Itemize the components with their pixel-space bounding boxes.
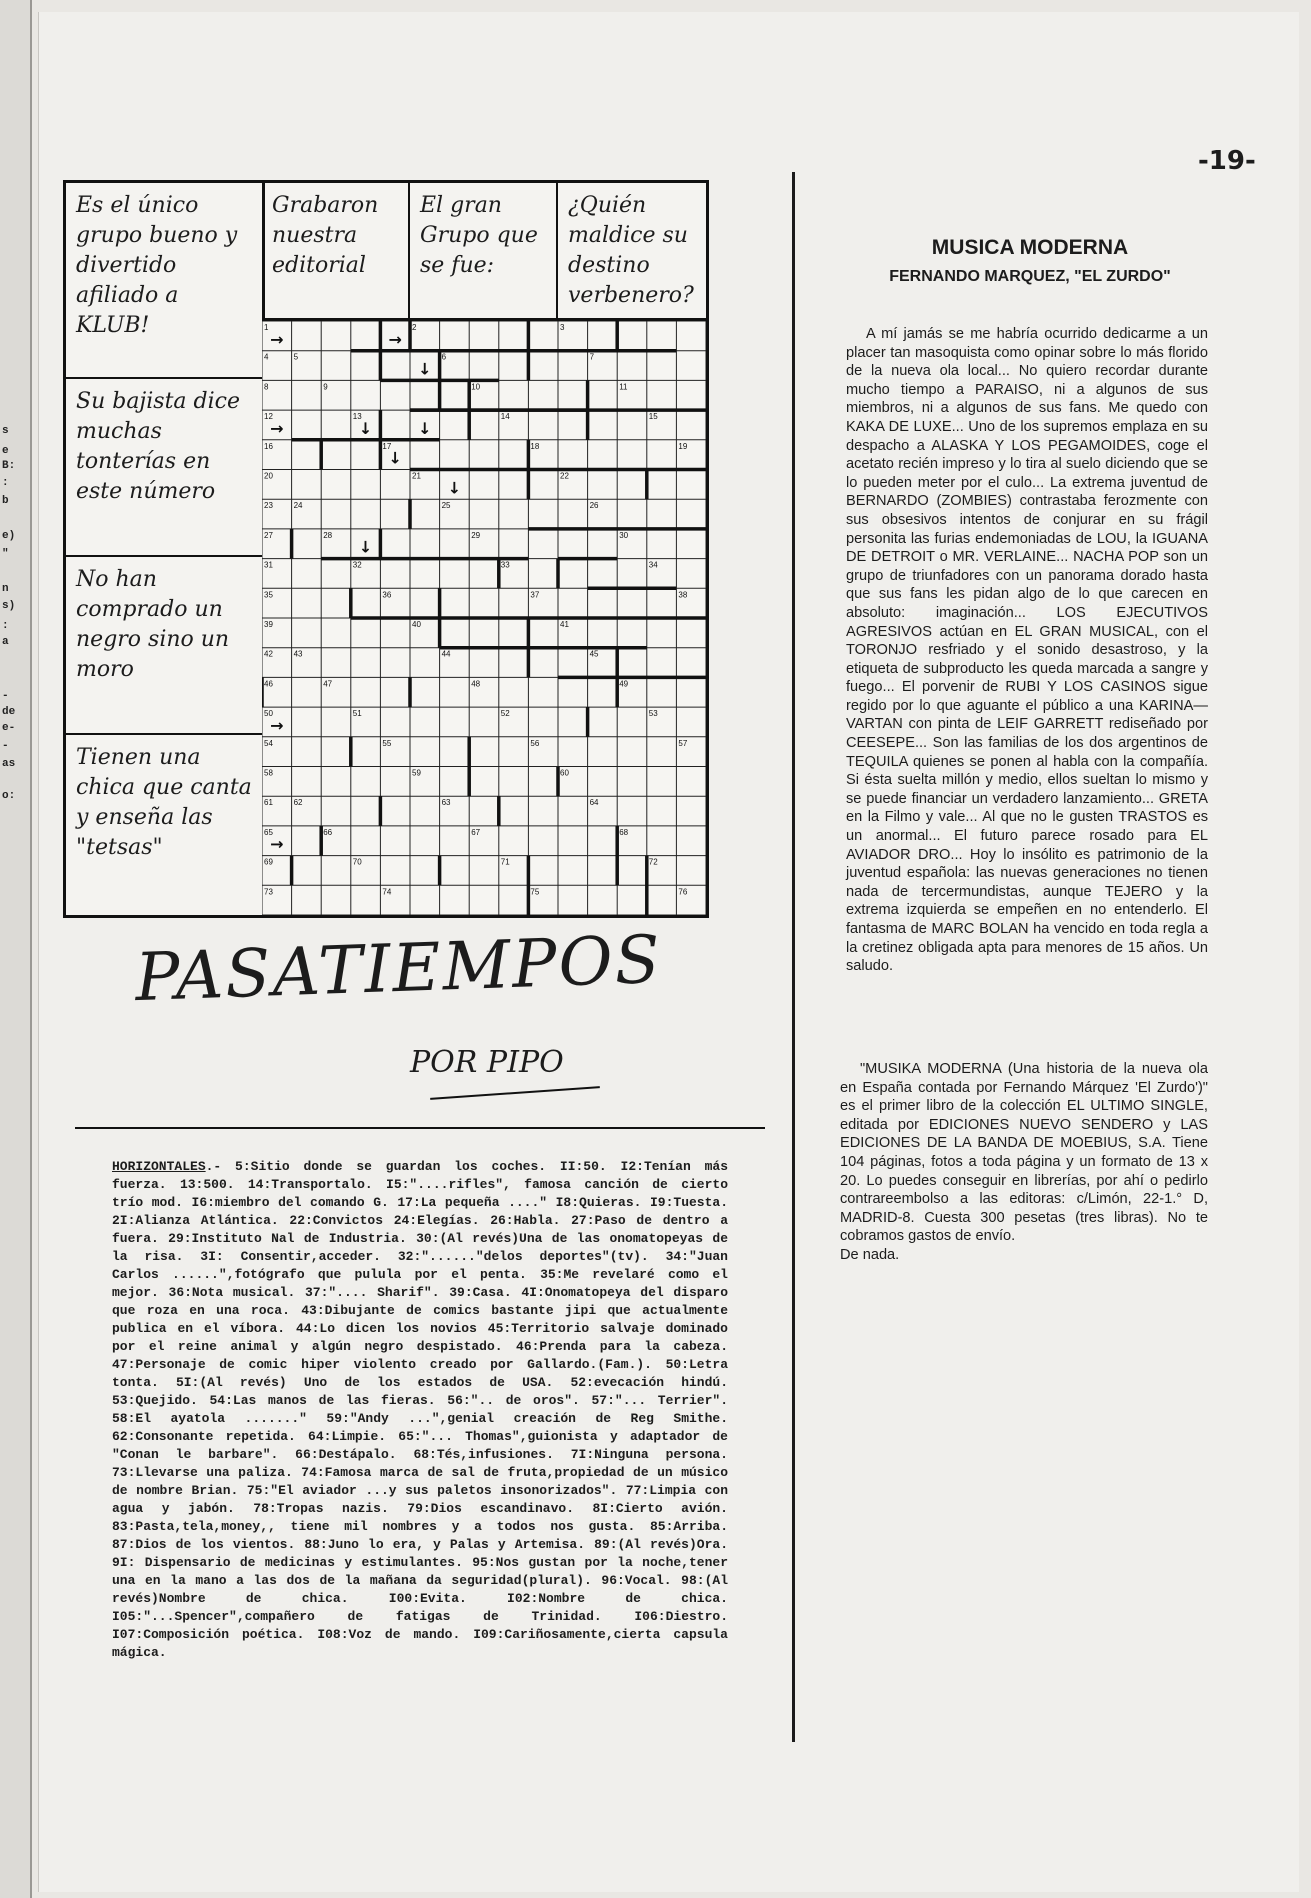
fragment-text: - [2,690,9,702]
clue-number: 23 [264,501,273,511]
arrow-icon: → [270,329,284,349]
clue-number: 41 [560,620,569,629]
byline: POR PIPO [410,1045,564,1080]
clue-number: 40 [412,620,421,629]
column-clue: ¿Quién maldice su destino verbenero? [558,183,706,321]
crossword-puzzle [63,180,709,918]
clue-number: 8 [264,382,269,392]
adjacent-page-edge [0,0,32,1898]
article-subtitle: FERNANDO MARQUEZ, "EL ZURDO" [889,268,1171,285]
fragment-text: e [2,445,9,457]
fragment-text: b [2,495,9,507]
clue-number: 73 [264,887,273,897]
clue-number: 52 [500,709,510,719]
closing-text: De nada. [840,1246,900,1263]
clue-number: 69 [264,857,273,867]
clue-number: 63 [441,798,451,808]
clue-number: 14 [500,412,510,422]
article-body [846,325,1208,976]
fragment-text: as [2,758,16,770]
clue-number: 51 [352,709,362,719]
column-clue: Grabaron nuestra editorial [262,183,410,321]
fragment-text: " [2,548,9,560]
arrow-icon: ↓ [418,418,432,438]
clue-number: 74 [382,887,392,897]
clue-number: 9 [323,382,328,392]
clue-number: 16 [264,441,273,451]
arrow-icon: ↓ [447,478,462,498]
article-title: MUSICA MODERNA [931,236,1129,259]
clue-number: 22 [560,471,569,481]
clue-number: 39 [264,620,273,629]
clue-number: 17 [382,441,392,451]
clue-number: 53 [648,709,658,719]
clue-number: 20 [264,471,273,481]
clue-number: 58 [264,768,273,778]
arrow-icon: ↓ [388,448,402,468]
horizontales-label: HORIZONTALES [112,1159,206,1174]
horizontales-clues [112,1158,728,1662]
clue-number: 30 [619,530,629,540]
row-clue: Su bajista dice muchas tonterías en este número [66,379,262,557]
book-note-text: "MUSIKA MODERNA (Una historia de la nueva ola en España contada por Fernando Márquez 'El Zurdo')" es el primer libro de la colección EL ULTIMO SINGLE, editada por EDICIONES NUEVO SENDERO y LAS EDICIONES DE LA BANDA DE MOEBIUS, S.A. Tiene 104 páginas, fotos a toda página y un formato de 13 x 20. Lo puedes conseguir en librerías, por ahí o pedirlo contrareembolso a las editoras: c/Limón, 22-1.° D, MADRID-8. Cuesta 300 pesetas (tres libras). No te cobramos gastos de envío. [840,1061,1208,1245]
clue-number: 12 [264,412,273,422]
arrow-icon: ↓ [358,418,373,438]
clue-number: 13 [352,412,362,422]
row-clue: No han comprado un negro sino un moro [66,557,262,735]
clue-number: 67 [471,827,481,837]
row-clue: Es el único grupo bueno y divertido afiliado a KLUB! [66,183,262,379]
clue-number: 15 [648,412,658,422]
horizontales-text: .- 5:Sitio donde se guardan los coches. II:50. I2:Tenían más fuerza. 13:500. 14:Transportalo. I5:"....rifles", famosa canción de cierto trío mod. I6:miembro del comando G. 17:La pequeña ...." I8:Quieras. I9:Tuesta. 2I:Alianza Atlántica. 22:Convictos 24:Elegías. 26:Habla. 27:Paso de dentro a fuera. 29:Instituto Nal de Industria. 30:(Al revés)Una de las onomatopeyas de la risa. 3I: Consentir,acceder. 32:"......"delos deportes"(tv). 34:"Juan Carlos ......",fotógrafo que pulula por el penta. 35:Me revelaré como el mejor. 36:Nota musical. 37:".... Sharif". 39:Casa. 4I:Onomatopeya del disparo que roza en una roca. 43:Dibujante de comics bastante jipi que actualmente publica en el víbora. 44:Lo dicen los novios 45:Territorio salvaje dominado por el reine animal y algún negro despistado. 46:Prenda para la cabeza. 47:Personaje de comic hiper violento creado por Gallardo.(Fam.). 50:Letra tonta. 5I:(Al revés) Uno de los estados de USA. 52:evecación hindú. 53:Quejido. 54:Las manos de las fieras. 56:".. de oros". 57:"... Terrier". 58:El ayatola ......." 59:"Andy ...",genial creación de Reg Smithe. 62:Consonante repetida. 64:Limpie. 65:"... Thomas",guionista y adaptador de "Conan le barbare". 66:Destápalo. 68:Tés,infusiones. 7I:Ninguna persona. 73:Llevarse una paliza. 74:Famosa marca de sal de fruta,propiedad de un músico de nombre Brian. 75:"El aviador ...y sus paletos insonorizados". 77:Limpia con agua y jabón. 78:Tropas nazis. 79:Dios escandinavo. 8I:Cierto avión. 83:Pasta,tela,money,, tiene mil nombres y a todos nos gusta. 85:Arriba. 87:Dios de los vientos. 88:Juno lo era, y Palas y Artemisa. 89:(Al revés)Ora. 9I: Dispensario de medicinas y estimulantes. 95:Nos gustan por la noche,tener una en la mano a las dos de la mañana da seguridad(plural). 96:Vocal. 98:(Al revés)Nombre de chica. I00:Evita. I02:Nombre de chica. I05:"...Spencer",compañero de fatigas de Trinidad. I06:Diestro. I07:Composición poética. I08:Voz de mando. I09:Cariñosamente,cierta capsula mágica. [112,1159,728,1660]
fragment-text: a [2,636,9,648]
fragment-text: s [2,425,9,437]
clue-number: 35 [264,590,273,600]
arrow-icon: → [270,834,284,854]
column-clue: El gran Grupo que se fue: [410,183,558,321]
clue-number: 25 [441,501,451,511]
clue-number: 75 [530,887,540,897]
book-note [840,1060,1208,1265]
clue-number: 59 [412,768,421,778]
clue-number: 2 [412,323,417,332]
clue-number: 28 [323,530,333,540]
clue-number: 64 [589,798,599,808]
clue-number: 49 [619,679,629,689]
clue-number: 55 [382,738,392,748]
clue-number: 62 [293,798,303,808]
clue-number: 50 [264,709,273,719]
column-divider [792,172,795,1742]
clue-number: 31 [264,560,273,570]
clue-number: 10 [471,382,481,392]
section-divider [75,1127,765,1129]
clue-number: 5 [293,352,299,362]
clue-number: 4 [264,352,269,362]
clue-number: 72 [648,857,658,867]
clue-number: 11 [619,382,628,392]
clue-number: 7 [589,352,595,362]
clue-number: 42 [264,649,273,659]
clue-number: 6 [441,352,447,362]
clue-number: 48 [471,679,481,689]
clue-number: 46 [264,679,273,689]
clue-number: 43 [293,649,303,659]
clue-number: 29 [471,530,481,540]
clue-number: 65 [264,827,273,837]
arrow-icon: → [388,329,402,349]
clue-number: 56 [530,738,540,748]
fragment-text: - [2,740,9,752]
clue-number: 19 [678,441,688,451]
clue-number: 1 [264,323,269,332]
fragment-text: : [2,620,9,632]
clue-number: 47 [323,679,333,689]
clue-number: 33 [500,560,510,570]
clue-number: 70 [352,857,362,867]
clue-number: 66 [323,827,333,837]
page-number: -19- [1198,146,1256,176]
fragment-text: s) [2,600,16,612]
clue-number: 18 [530,441,540,451]
clue-number: 44 [441,649,451,659]
fragment-text: n [2,583,9,595]
clue-number: 61 [264,798,273,808]
clue-number: 27 [264,530,273,540]
clue-number: 3 [560,323,565,332]
clue-number: 54 [264,738,273,748]
clue-number: 71 [500,857,510,867]
row-clue: Tienen una chica que canta y enseña las "tetsas" [76,745,252,860]
fragment-text: e- [2,722,16,734]
clue-number: 37 [530,590,540,600]
clue-number: 26 [589,501,599,511]
fragment-text: : [2,477,9,489]
arrow-icon: ↓ [358,537,373,557]
clue-number: 45 [589,649,599,659]
clue-number: 60 [560,768,569,778]
row-clue-column [66,183,265,915]
arrow-icon: → [270,418,284,438]
clue-number: 76 [678,887,688,897]
arrow-icon: ↓ [418,359,432,379]
fragment-text: o: [2,790,16,802]
article-paragraph: A mí jamás se me habría ocurrido dedicarme a un placer tan masoquista como opinar sobre lo más florido de la nueva ola local... No quiero recordar durante mucho tiempo a PARAISO, ni a algunos de sus miembros, ni a algunos de sus fans. Me quedo con KAKA DE LUXE... Uno de los supremos emplaza en su despacho a ALASKA Y LOS PEGAMOIDES, coge el acetato recién impreso y lo tira al suelo diciendo que se lo pueden meter por el culo... La extrema juventud de BERNARDO (ZOMBIES) contrastaba ferozmente con sus obsesivos intentos de conjurar en su frágil personita las furias endemoniadas de LOU, la IGUANA DE DETROIT o MR. VERLAINE... NACHA POP son un grupo de triunfadores con un panorama dorado hasta que sus fans les pidan algo de lo que carecen en absoluto: imaginación... LOS EJECUTIVOS AGRESIVOS actúan en EL GRAN MUSICAL, con el TORONJO resfriado y el sonido desastroso, y la etiqueta de subproducto les queda marcada a sangre y fuego... El porvenir de RUBI Y LOS CASINOS sigue regido por lo que aguante el público a una KARINA—VARTAN con pinta de LEIF GARRETT rediseñado por CEESEPE... Son las familias de los dos argentinos de TEQUILA quienes se ponen al habla con la compañía. Si ésta suelta millón y medio, ellos sueltan lo mismo y se puede financiar un verdadero lanzamiento... GRETA en la Filmo y vale... Al que no le gusten TRASTOS es un anormal... El futuro parece rosado para EL AVIADOR DRO... Hoy lo insólito es patrimonio de la juventud española: las nuevas generaciones no tienen nada de tercermundistas, aunque TEJERO y la extrema izquierda se empeñen en no entenderlo. El fantasma de MARC BOLAN ha vencido en toda regla a la cretinez obligada apta para menores de 15 años. Un saludo. [846,326,1208,975]
arrow-icon: → [270,715,284,735]
clue-number: 38 [678,590,688,600]
clue-number: 36 [382,590,392,600]
clue-number: 32 [352,560,362,570]
fragment-text: B: [2,460,16,472]
clue-number: 68 [619,827,629,837]
crossword-grid [262,321,706,915]
pasatiempos-title: PASATIEMPOS [133,920,664,1017]
fragment-text: e) [2,530,16,542]
clue-number: 34 [648,560,658,570]
clue-number: 57 [678,738,688,748]
fragment-text: de [2,706,16,718]
clue-number: 21 [412,471,421,481]
clue-number: 24 [293,501,303,511]
